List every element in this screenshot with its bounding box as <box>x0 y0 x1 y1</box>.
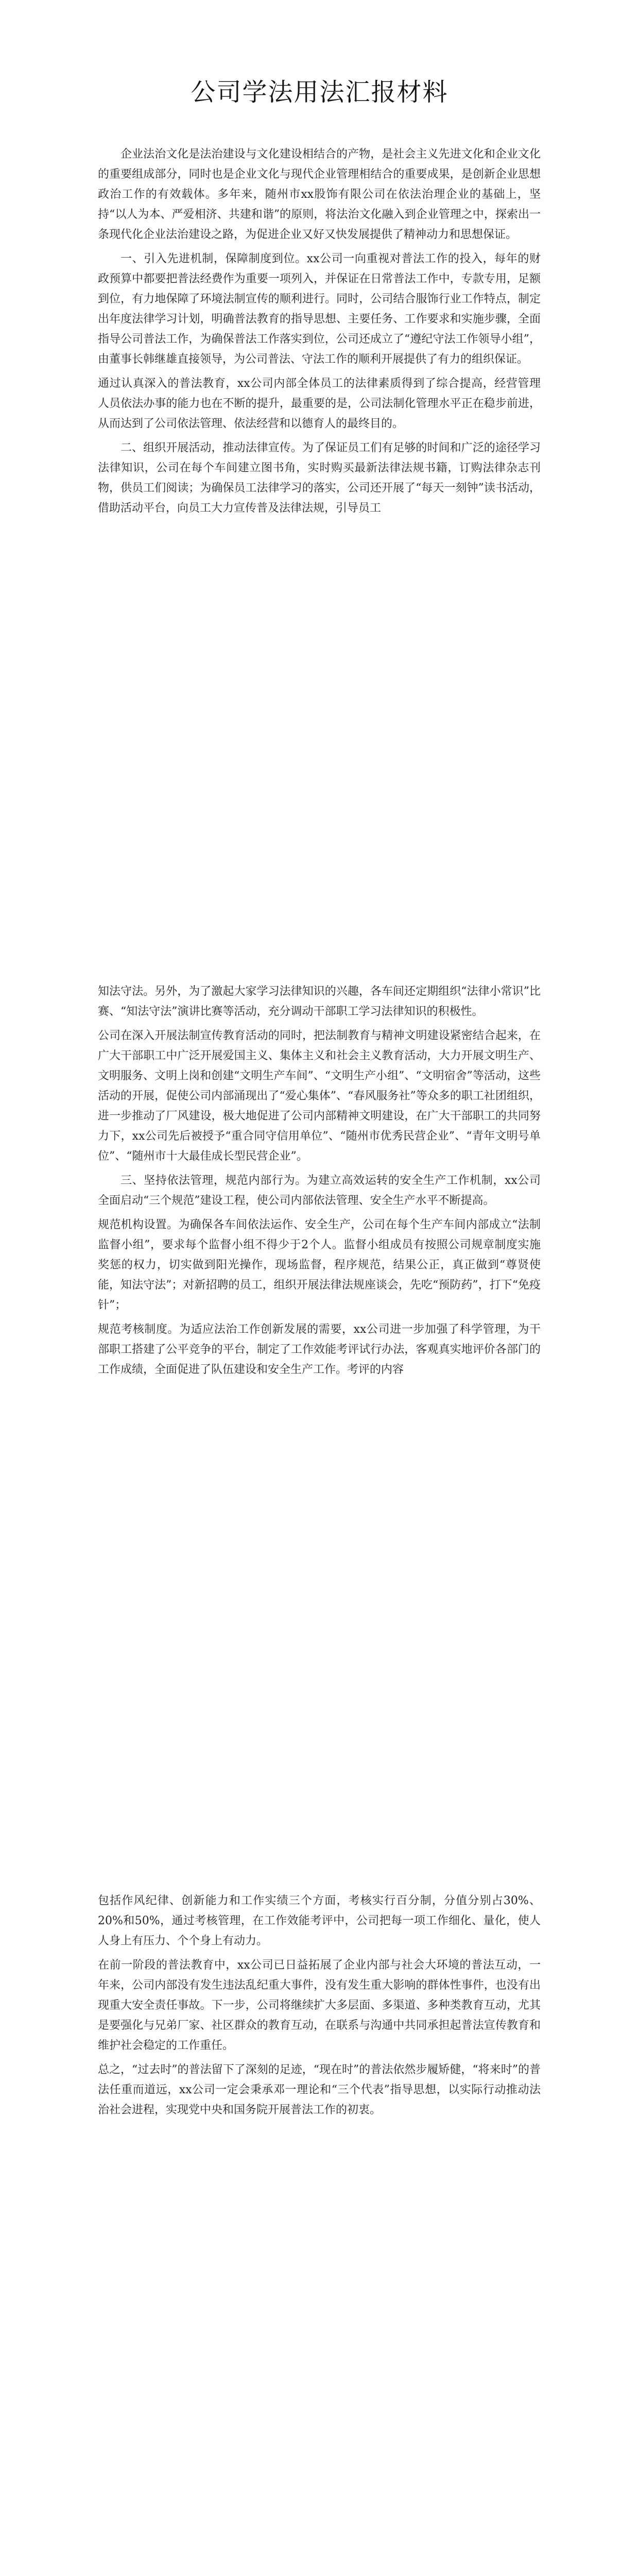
paragraph-interaction: 在前一阶段的普法教育中，xx公司已日益拓展了企业内部与社会大环境的普法互动，一年来，公司内部没有发生违法乱纪重大事件，没有发生重大影响的群体性事件，也没有出现重大安全责任事故。下一步，公司将继续扩大多层面、多渠道、多种类教育互动，尤其是要强化与兄弟厂家、社区群众的教育互动，在联系与沟通中共同承担起普法宣传教育和维护社会稳定的工作重任。 <box>98 1959 541 2052</box>
paragraph-conclusion: 总之，“过去时”的普法留下了深刻的足迹，“现在时”的普法依然步履矫健，“将来时”的普法任重而道远，xx公司一定会秉承邓一理论和“三个代表”指导思想，以实际行动推动法治社会进程，实现党中央和国务院开展普法工作的初衷。 <box>98 2063 541 2116</box>
text-block-1 <box>98 144 541 522</box>
text-block-3 <box>98 1891 541 2124</box>
paragraph-assessment-cont: 包括作风纪律、创新能力和工作实绩三个方面，考核实行百分制，分值分别占30%、20%和50%，通过考核管理，在工作效能考评中，公司把每一项工作细化、量化，使人人身上有压力、个个身上有动力。 <box>98 1894 541 1947</box>
paragraph-institution: 规范机构设置。为确保各车间依法运作、安全生产，公司在每个生产车间内部成立“法制监督小组”，要求每个监督小组不得少于2个人。监督小组成员有按照公司规章制度实施奖惩的权力，切实做到阳光操作，现场监督，程序规范，结果公正，真正做到“尊贤使能，知法守法”；对新招聘的员工，组织开展法律法规座谈会，先吃“预防药”，打下“免疫针”； <box>98 1218 541 1312</box>
paragraph-activities: 知法守法。另外，为了激起大家学习法律知识的兴趣，各车间还定期组织“法律小常识”比赛、“知法守法”演讲比赛等活动，充分调动干部职工学习法律知识的积极性。 <box>98 985 541 1018</box>
paragraph-assessment: 规范考核制度。为适应法治工作创新发展的需要，xx公司进一步加强了科学管理，为干部职工搭建了公平竞争的平台，制定了工作效能考评试行办法，客观真实地评价各部门的工作成绩，全面促进了队伍建设和安全生产工作。考评的内容 <box>98 1323 541 1376</box>
paragraph-section-2: 二、组织开展活动，推动法律宣传。为了保证员工们有足够的时间和广泛的途径学习法律知识，公司在每个车间建立图书角，实时购买最新法律法规书籍，订购法律杂志刊物，供员工们阅读；为确保员工法律学习的落实，公司还开展了“每天一刻钟”读书活动，借助活动平台，向员工大力宣传普及法律法规，引导员工 <box>98 442 541 515</box>
paragraph-section-3: 三、坚持依法管理，规范内部行为。为建立高效运转的安全生产工作机制，xx公司全面启动“三个规范”建设工程，使公司内部依法管理、安全生产水平不断提高。 <box>98 1174 541 1207</box>
paragraph-intro: 企业法治文化是法治建设与文化建设相结合的产物，是社会主义先进文化和企业文化的重要组成部分，同时也是企业文化与现代企业管理相结合的重要成果，是创新企业思想政治工作的有效载体。多年来，随州市xx股饰有限公司在依法治理企业的基础上，坚持“以人为本、严爱相济、共建和谐”的原则，将法治文化融入到企业管理之中，探索出一条现代化企业法治建设之路，为促进企业又好又快发展提供了精神动力和思想保证。 <box>98 148 541 241</box>
text-block-2 <box>98 981 541 1384</box>
paragraph-section-1: 一、引入先进机制，保障制度到位。xx公司一向重视对普法工作的投入，每年的财政预算中都要把普法经费作为重要一项列入，并保证在日常普法工作中，专款专用，足额到位，有力地保障了环境法制宣传的顺利进行。同时，公司结合服饰行业工作特点，制定出年度法律学习计划，明确普法教育的指导思想、主要任务、工作要求和实施步骤，全面指导公司普法工作，为确保普法工作落实到位，公司还成立了“遵纪守法工作领导小组”，由董事长韩继雄直接领导，为公司普法、守法工作的顺利开展提供了有力的组织保证。 <box>98 252 541 366</box>
document-title: 公司学法用法汇报材料 <box>191 78 448 107</box>
paragraph-education-result: 通过认真深入的普法教育，xx公司内部全体员工的法律素质得到了综合提高，经营管理人员依法办事的能力也在不断的提升，最重要的是，公司法制化管理水平正在稳步前进，从而达到了公司依法管理、依法经营和以德育人的最终目的。 <box>98 377 541 430</box>
paragraph-civilization: 公司在深入开展法制宣传教育活动的同时，把法制教育与精神文明建设紧密结合起来，在广大干部职工中广泛开展爱国主义、集体主义和社会主义教育活动，大力开展文明生产、文明服务、文明上岗和创建“文明生产车间”、“文明生产小组”、“文明宿舍”等活动，这些活动的开展，促使公司内部涌现出了“爱心集体”、“春风服务社”等众多的职工社团组织，进一步推动了厂风建设，极大地促进了公司内部精神文明建设，在广大干部职工的共同努力下，xx公司先后被授予“重合同守信用单位”、“随州市优秀民营企业”、“青年文明号单位”、“随州市十大最佳成长型民营企业”。 <box>98 1029 541 1163</box>
